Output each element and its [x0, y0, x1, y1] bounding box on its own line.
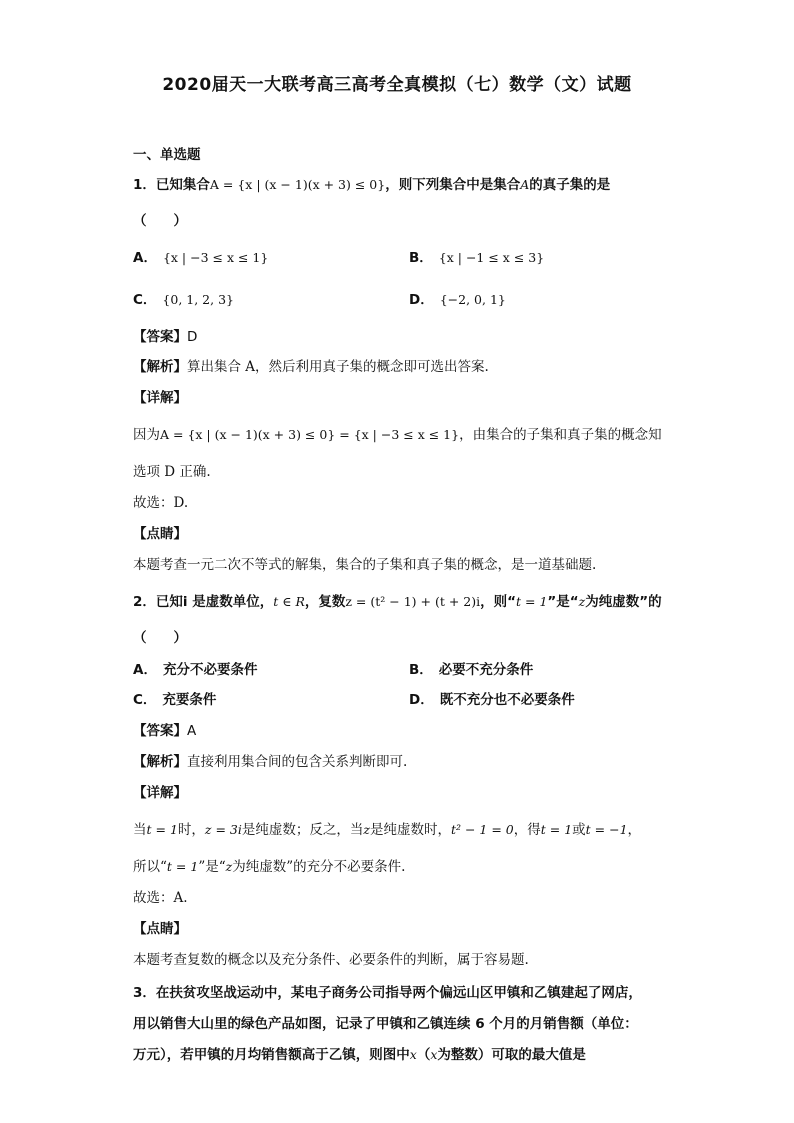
q1-option-c: C． {0, 1, 2, 3} — [133, 292, 234, 308]
q1-stem-var: A — [520, 177, 530, 192]
q1-stem-prefix: 1．已知集合 — [133, 177, 210, 193]
q3-line1: 3．在扶贫攻坚战运动中，某电子商务公司指导两个偏远山区甲镇和乙镇建起了网店， — [133, 985, 642, 1001]
q2-detail-label: 【详解】 — [133, 785, 187, 801]
section-heading: 一、单选题 — [133, 147, 201, 163]
q1-stem — [133, 175, 693, 195]
q1-option-b: B． {x | −1 ≤ x ≤ 3} — [409, 250, 545, 266]
q3-line3: 万元），若甲镇的月均销售额高于乙镇，则图中x（x为整数）可取的最大值是 — [133, 1047, 586, 1063]
q2-option-c: C． 充要条件 — [133, 692, 217, 708]
q1-comment: 本题考查一元二次不等式的解集，集合的子集和真子集的概念，是一道基础题. — [133, 557, 597, 573]
q2-detail-line2: 所以“t = 1”是“z为纯虚数”的充分不必要条件. — [133, 859, 406, 875]
q2-analysis: 【解析】直接利用集合间的包含关系判断即可. — [133, 754, 408, 770]
q2-detail-line1: 当t = 1时，z = 3i是纯虚数；反之，当z是纯虚数时，t² − 1 = 0，得t = 1或t = −1， — [133, 822, 642, 838]
q2-stem: 2．已知i 是虚数单位，t ∈ R，复数z = (t² − 1) + (t + 2)i，则“t = 1”是“z为纯虚数”的 — [133, 594, 662, 610]
page-title: 2020届天一大联考高三高考全真模拟（七）数学（文）试题 — [162, 75, 632, 95]
q1-choose: 故选：D. — [133, 495, 189, 511]
q1-detail-line2: 选项 D 正确. — [133, 464, 211, 480]
q2-option-b: B． 必要不充分条件 — [409, 662, 534, 678]
q2-option-d: D． 既不充分也不必要条件 — [409, 692, 575, 708]
q1-paren: （ ） — [133, 213, 187, 229]
q2-comment-label: 【点睛】 — [133, 921, 187, 937]
q2-answer: 【答案】A — [133, 723, 197, 739]
q2-option-a: A． 充分不必要条件 — [133, 662, 258, 678]
q1-answer: 【答案】D — [133, 329, 198, 345]
q3-line2: 用以销售大山里的绿色产品如图，记录了甲镇和乙镇连续 6 个月的月销售额（单位： — [133, 1016, 638, 1032]
q2-paren: （ ） — [133, 630, 187, 646]
q1-detail: 因为A = {x | (x − 1)(x + 3) ≤ 0} = {x | −3 ≤ x ≤ 1}，由集合的子集和真子集的概念知 — [133, 427, 662, 443]
q1-analysis: 【解析】算出集合 A，然后利用真子集的概念即可选出答案. — [133, 359, 489, 375]
q1-stem-end: 的真子集的是 — [529, 177, 611, 193]
q1-stem-math: A = {x | (x − 1)(x + 3) ≤ 0} — [209, 177, 386, 192]
q1-option-a: A． {x | −3 ≤ x ≤ 1} — [133, 250, 269, 266]
q1-stem-suffix: ，则下列集合中是集合 — [385, 177, 521, 193]
q2-choose: 故选：A. — [133, 890, 188, 906]
q1-comment-label: 【点睛】 — [133, 526, 187, 542]
q2-comment: 本题考查复数的概念以及充分条件、必要条件的判断，属于容易题. — [133, 952, 529, 968]
q1-option-d: D． {−2, 0, 1} — [409, 292, 506, 308]
q1-detail-label: 【详解】 — [133, 390, 187, 406]
